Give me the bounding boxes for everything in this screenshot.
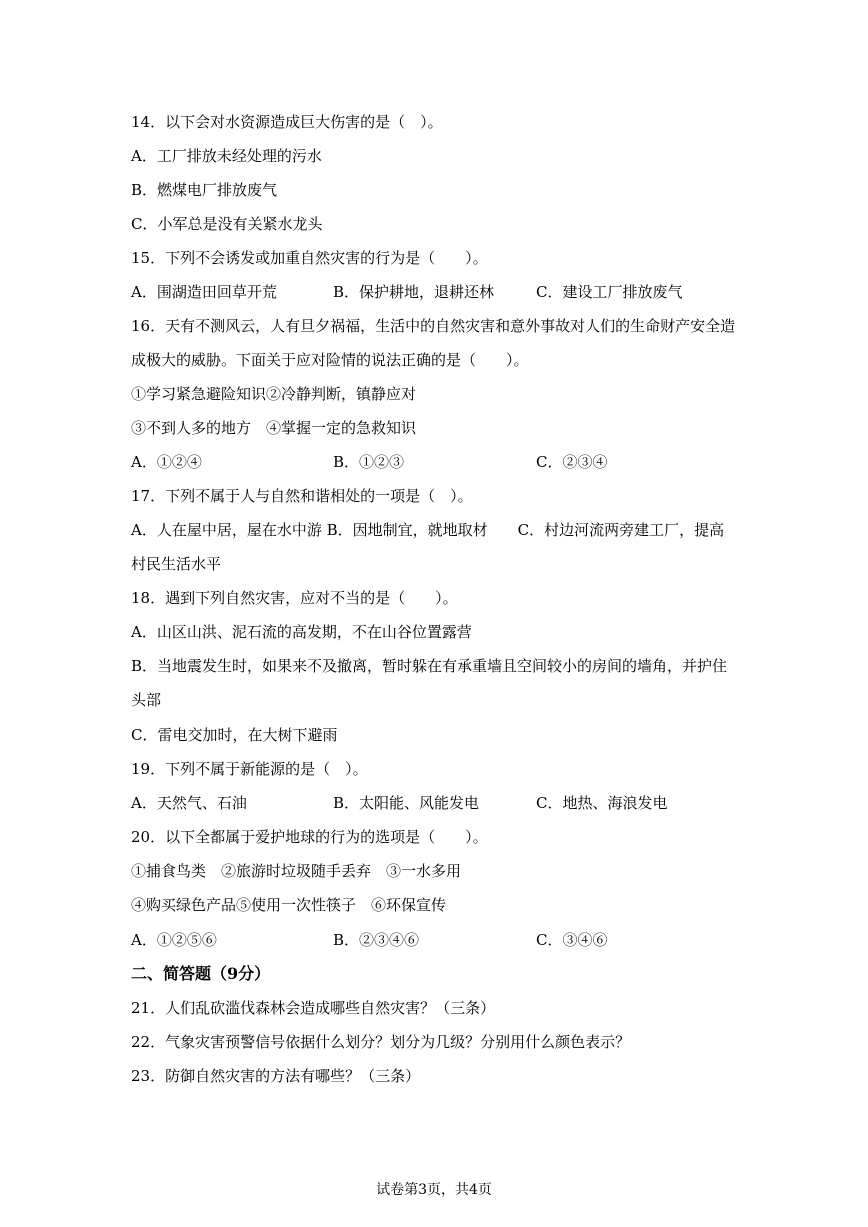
question-18-stem: 18．遇到下列自然灾害，应对不当的是（ ）。 [131,589,458,607]
question-14-option-a: A．工厂排放未经处理的污水 [131,147,322,165]
question-16-items-line2: ③不到人多的地方 ④掌握一定的急救知识 [131,419,417,437]
question-20-stem: 20．以下全都属于爱护地球的行为的选项是（ ）。 [131,828,488,846]
question-17-options-line2: 村民生活水平 [131,555,222,573]
question-21: 21．人们乱砍滥伐森林会造成哪些自然灾害？（三条） [131,999,496,1017]
question-14-option-b: B．燃煤电厂排放废气 [131,181,278,199]
question-15-option-a: A．围湖造田回草开荒 [131,283,277,301]
question-18-option-a: A．山区山洪、泥石流的高发期，不在山谷位置露营 [131,623,472,641]
question-16-stem-line2: 成极大的威胁。下面关于应对险情的说法正确的是（ ）。 [131,351,529,369]
question-16-option-c: C．②③④ [536,453,608,471]
question-20-option-b: B．②③④⑥ [333,931,420,949]
question-14-option-c: C．小军总是没有关紧水龙头 [131,215,323,233]
question-19-option-b: B．太阳能、风能发电 [333,794,480,812]
question-16-option-a: A．①②④ [131,453,202,471]
question-16-option-b: B．①②③ [333,453,405,471]
question-20-items-line1: ①捕食鸟类 ②旅游时垃圾随手丢弃 ③一水多用 [131,862,462,880]
question-18-option-b-line2: 头部 [131,691,162,709]
question-19-option-a: A．天然气、石油 [131,794,247,812]
question-15-option-c: C．建设工厂排放废气 [536,283,683,301]
question-15-option-b: B．保护耕地，退耕还林 [333,283,495,301]
question-20-option-a: A．①②⑤⑥ [131,931,217,949]
question-18-option-b-line1: B．当地震发生时，如果来不及撤离，暂时躲在有承重墙且空间较小的房间的墙角，并护住 [131,657,728,675]
question-22: 22．气象灾害预警信号依据什么划分？划分为几级？分别用什么颜色表示？ [131,1033,631,1051]
question-20-items-line2: ④购买绿色产品⑤使用一次性筷子 ⑥环保宣传 [131,896,447,914]
question-15-stem: 15．下列不会诱发或加重自然灾害的行为是（ ）。 [131,249,488,267]
question-16-stem-line1: 16．天有不测风云，人有旦夕祸福，生活中的自然灾害和意外事故对人们的生命财产安全造 [131,317,736,335]
question-14-stem: 14．以下会对水资源造成巨大伤害的是（ ）。 [131,113,443,131]
question-19-stem: 19．下列不属于新能源的是（ ）。 [131,760,368,778]
question-17-stem: 17．下列不属于人与自然和谐相处的一项是（ ）。 [131,487,473,505]
question-23: 23．防御自然灾害的方法有哪些？（三条） [131,1067,421,1085]
question-18-option-c: C．雷电交加时，在大树下避雨 [131,726,338,744]
question-16-items-line1: ①学习紧急避险知识②冷静判断，镇静应对 [131,385,417,403]
question-19-option-c: C．地热、海浪发电 [536,794,668,812]
question-17-options-line1: A．人在屋中居，屋在水中游 B．因地制宜，就地取材 C．村边河流两旁建工厂，提高 [131,521,725,539]
section-heading: 二、简答题（9分） [131,964,271,983]
question-20-option-c: C．③④⑥ [536,931,608,949]
page-footer: 试卷第3页，共4页 [376,1182,492,1198]
